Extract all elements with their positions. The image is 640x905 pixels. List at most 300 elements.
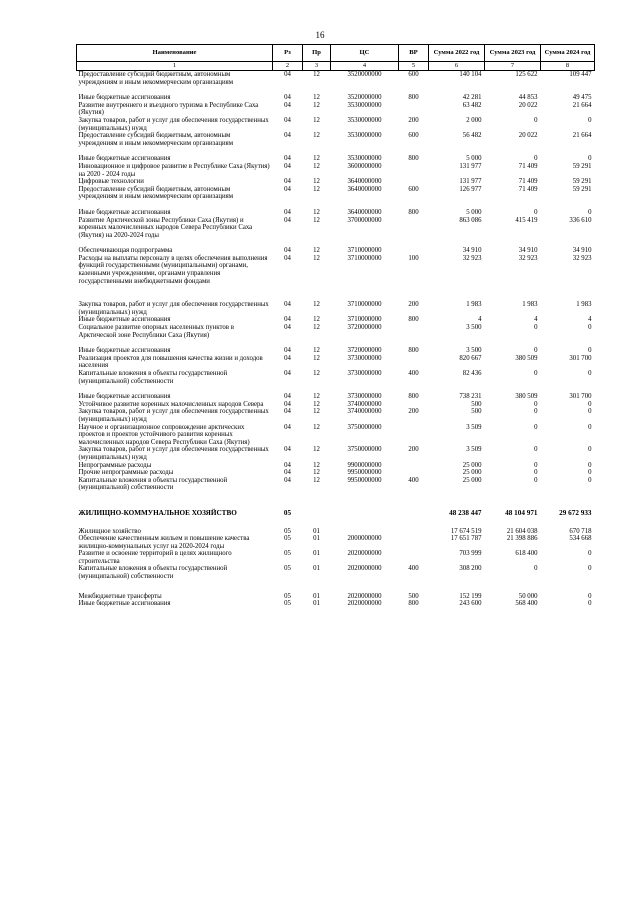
row-sum-2022: 4 [478,316,482,324]
row-vr: 400 [408,565,419,573]
table-row [77,355,595,370]
row-vr: 200 [408,116,419,124]
row-vr: 800 [408,208,419,216]
row-vr: 800 [408,316,419,324]
row-cs: 3710000000 [347,301,382,309]
row-name: Развитие Арктической зоны Республики Саха (Якутия) и коренных малочисленных народов Севера Республики Саха (Якутия) на 2020-2024 годы [78,216,253,239]
row-pr: 12 [313,116,320,124]
table-row [77,393,595,401]
row-cs: 3710000000 [347,247,382,255]
table-header-row [77,45,595,62]
row-vr [399,469,429,477]
row-name: Закупка товаров, работ и услуг для обеспечения государственных (муниципальных) нужд [78,408,269,423]
row-sum-2022: 25 000 [462,461,482,469]
row-name: Иные бюджетные ассигнования [78,155,171,163]
row-name: Обеспечение качественным жильем и повышение качества жилищно-коммунальных услуг на 2020-2024 годы [78,535,250,550]
row-rz: 04 [284,116,291,124]
row-sum-2024: 34 910 [572,247,592,255]
row-cs: 3640000000 [347,185,382,193]
row-name: Капитальные вложения в объекты государственной (муниципальной) собственности [78,476,228,492]
table-row [77,217,595,248]
row-cs: 2000000000 [347,535,382,543]
row-rz: 04 [284,301,291,309]
row-name: Предоставление субсидий бюджетным, автономным учреждениям и иным некоммерческим организациям [78,185,234,201]
row-pr: 12 [313,446,320,454]
row-sum-2023: 125 622 [515,71,538,78]
row-pr [303,506,331,528]
row-sum-2022: 2 000 [466,116,482,124]
row-name: Предоставление субсидий бюджетным, автономным учреждениям и иным некоммерческим организациям [78,132,234,147]
row-cs: 3530000000 [347,101,382,109]
row-vr [399,355,429,370]
row-sum-2023: 0 [534,116,538,124]
row-cs: 3530000000 [347,155,382,163]
row-pr: 12 [313,400,320,408]
row-pr: 12 [313,71,320,78]
row-sum-2024: 0 [588,155,592,163]
row-sum-2024: 534 668 [569,535,592,543]
row-vr: 400 [408,370,419,377]
row-sum-2022: 82 436 [462,370,482,377]
row-cs: 2020000000 [347,550,382,558]
row-sum-2023: 32 923 [518,254,538,262]
table-row [77,178,595,186]
row-sum-2023: 34 910 [518,247,538,255]
column-index: 7 [485,62,541,71]
row-sum-2023: 0 [534,446,538,454]
table-row [77,94,595,102]
row-vr [399,217,429,248]
row-sum-2023: 0 [534,155,538,163]
row-pr: 12 [313,461,320,469]
row-cs: 3710000000 [347,316,382,324]
row-pr: 12 [313,370,320,377]
budget-table [76,44,595,608]
row-pr: 01 [313,592,320,600]
row-sum-2023: 71 409 [518,178,538,186]
table-row [77,209,595,217]
row-sum-2022: 500 [471,400,482,408]
row-sum-2024: 59 291 [572,185,592,193]
row-vr: 500 [408,592,419,600]
row-cs: 9900000000 [347,461,382,469]
row-name: Развитие и освоение территорий в целях жилищного строительства [78,550,232,565]
table-row [77,102,595,117]
row-cs: 3520000000 [347,71,382,78]
row-sum-2022: 5 000 [466,208,482,216]
row-rz: 05 [284,527,291,535]
row-rz: 04 [284,324,291,332]
table-row [77,550,595,565]
row-cs: 3730000000 [347,370,382,377]
row-sum-2024: 670 718 [569,527,592,535]
table-row [77,255,595,301]
row-sum-2024: 4 [588,316,592,324]
row-cs: 3740000000 [347,408,382,416]
row-sum-2022: 131 977 [459,162,482,170]
row-sum-2022: 17 674 519 [450,527,482,535]
table-row [77,408,595,423]
row-vr [399,163,429,178]
row-vr: 800 [408,600,419,608]
row-sum-2024: 0 [588,347,592,355]
row-pr: 12 [313,178,320,186]
row-cs: 3530000000 [347,132,382,140]
row-sum-2022: 17 651 787 [450,535,482,543]
row-sum-2023: 20 022 [518,101,538,109]
row-sum-2023: 20 022 [518,132,538,140]
row-pr: 12 [313,155,320,163]
row-sum-2022: 32 923 [462,254,482,262]
table-row [77,370,595,393]
table-row [77,401,595,409]
row-sum-2023: 380 509 [515,393,538,401]
row-vr [399,462,429,470]
page-number: 16 [315,30,325,40]
table-row [77,535,595,550]
row-cs: 3740000000 [347,400,382,408]
table-row [77,247,595,255]
row-sum-2022: 820 667 [459,354,482,362]
row-sum-2024: 1 983 [576,301,592,309]
row-sum-2023: 44 853 [518,94,538,102]
row-sum-2024: 21 664 [572,132,592,140]
row-sum-2024: 0 [588,461,592,469]
row-sum-2022: 863 086 [459,216,482,224]
row-rz: 05 [283,508,292,517]
row-name: ЖИЛИЩНО-КОММУНАЛЬНОЕ ХОЗЯЙСТВО [78,508,237,517]
table-body [77,71,595,608]
table-row [77,163,595,178]
table-row [77,424,595,447]
row-vr: 200 [408,446,419,454]
row-sum-2024: 0 [588,370,592,377]
row-name: Непрограммные расходы [78,461,152,469]
row-sum-2024: 301 700 [569,393,592,401]
row-cs: 3730000000 [347,354,382,362]
row-rz: 04 [284,254,291,262]
row-rz: 04 [284,178,291,186]
table-row [77,324,595,347]
row-name: Реализация проектов для повышения качества жизни и доходов населения [78,354,263,370]
row-name: Иные бюджетные ассигнования [78,393,171,401]
row-pr: 01 [313,550,320,558]
row-rz: 04 [284,354,291,362]
row-cs: 3750000000 [347,446,382,454]
row-rz: 05 [284,565,291,573]
row-cs: 2020000000 [347,600,382,608]
row-name: Закупка товаров, работ и услуг для обеспечения государственных (муниципальных) нужд [78,116,269,132]
table-row [77,593,595,601]
row-sum-2023: 0 [534,400,538,408]
row-pr: 12 [313,94,320,102]
row-vr [399,178,429,186]
row-name: Закупка товаров, работ и услуг для обеспечения государственных (муниципальных) нужд [78,301,269,316]
row-sum-2023: 4 [534,316,538,324]
row-pr: 12 [313,469,320,477]
row-name: Капитальные вложения в объекты государственной (муниципальной) собственности [78,565,228,581]
row-sum-2024: 0 [588,565,592,573]
row-rz: 04 [284,400,291,408]
row-vr [399,102,429,117]
header-rz: Рз [273,45,303,62]
row-sum-2023: 0 [534,208,538,216]
row-sum-2023: 48 104 971 [505,508,538,517]
row-rz: 04 [284,347,291,355]
row-pr: 01 [313,565,320,573]
row-pr: 12 [313,254,320,262]
row-pr: 12 [313,247,320,255]
row-cs: 3750000000 [347,423,382,431]
row-sum-2022: 1 983 [466,301,482,309]
row-sum-2024: 0 [588,476,592,484]
row-sum-2023: 0 [534,461,538,469]
row-sum-2024: 301 700 [569,354,592,362]
row-sum-2024: 0 [588,400,592,408]
row-pr: 12 [313,324,320,332]
row-pr: 12 [313,208,320,216]
row-rz: 05 [284,550,291,558]
row-rz: 04 [284,247,291,255]
row-rz: 04 [284,101,291,109]
row-sum-2022: 63 482 [462,101,482,109]
row-name: Развитие внутреннего и въездного туризма в Республике Саха (Якутия) [78,101,259,117]
row-name: Устойчивое развитие коренных малочисленных народов Севера [78,400,264,408]
row-rz: 04 [284,393,291,401]
row-cs: 9950000000 [347,469,382,477]
row-pr: 01 [313,535,320,543]
row-sum-2024: 0 [588,550,592,558]
row-pr: 12 [313,216,320,224]
row-sum-2024: 59 291 [572,162,592,170]
row-sum-2024: 0 [588,469,592,477]
row-name: Иные бюджетные ассигнования [78,600,171,608]
row-vr: 200 [408,301,419,309]
row-name: Иные бюджетные ассигнования [78,208,171,216]
row-cs: 3720000000 [347,347,382,355]
row-sum-2023: 1 983 [522,301,538,309]
row-sum-2022: 5 000 [466,155,482,163]
row-name: Прочие непрограммные расходы [78,469,174,477]
column-index: 1 [77,62,273,71]
row-sum-2024: 0 [588,446,592,454]
row-pr: 12 [313,476,320,484]
row-name: Расходы на выплаты персоналу в целях обеспечения выполнения функций государственными (муниципальными) органами, казенными учреждениями, органами управления государственными внебюджетными фондами [78,254,268,285]
row-sum-2022: 126 977 [459,185,482,193]
row-rz: 05 [284,600,291,608]
row-cs [331,506,399,528]
row-rz: 05 [284,592,291,600]
row-rz: 04 [284,469,291,477]
column-index: 6 [429,62,485,71]
row-sum-2023: 0 [534,476,538,484]
row-rz: 04 [284,476,291,484]
row-vr [399,401,429,409]
row-sum-2023: 380 509 [515,354,538,362]
row-pr: 12 [313,347,320,355]
row-sum-2023: 0 [534,347,538,355]
row-rz: 04 [284,461,291,469]
row-name: Инновационное и цифровое развитие в Республике Саха (Якутия) на 2020 - 2024 годы [78,162,270,178]
row-sum-2023: 568 400 [515,600,538,608]
row-sum-2022: 3 500 [466,324,482,332]
header-sum-2022: Сумма 2022 год [429,45,485,62]
row-pr: 12 [313,185,320,193]
row-rz: 04 [284,155,291,163]
row-sum-2022: 25 000 [462,476,482,484]
table-row [77,117,595,132]
row-pr: 12 [313,354,320,362]
row-cs: 3640000000 [347,178,382,186]
column-index: 2 [273,62,303,71]
row-pr: 12 [313,423,320,431]
row-cs: 3520000000 [347,94,382,102]
row-name: Обеспечивающая подпрограмма [78,247,173,255]
table-row [77,186,595,209]
row-vr: 400 [408,476,419,484]
row-pr: 12 [313,316,320,324]
column-index: 4 [331,62,399,71]
row-sum-2022: 243 600 [459,600,482,608]
row-vr: 600 [408,185,419,193]
row-vr [399,535,429,550]
header-pr: Пр [303,45,331,62]
row-sum-2024: 21 664 [572,101,592,109]
row-pr: 12 [313,408,320,416]
row-name: Капитальные вложения в объекты государственной (муниципальной) собственности [78,370,228,385]
row-sum-2024: 59 291 [572,178,592,186]
row-rz: 04 [284,71,291,78]
row-sum-2024: 0 [588,324,592,332]
column-index: 5 [399,62,429,71]
row-cs: 3720000000 [347,324,382,332]
row-vr [399,528,429,536]
table-row [77,71,595,95]
row-cs: 3640000000 [347,208,382,216]
row-cs: 3710000000 [347,254,382,262]
row-rz: 04 [284,370,291,377]
column-index: 8 [541,62,595,71]
row-name: Социальное развитие опорных населенных пунктов в Арктической зоне Республики Саха (Якутия) [78,324,234,339]
row-cs: 3700000000 [347,216,382,224]
row-pr: 01 [313,600,320,608]
row-vr: 200 [408,408,419,416]
row-sum-2023: 21 604 038 [506,527,538,535]
row-pr: 12 [313,162,320,170]
row-vr: 100 [408,254,419,262]
row-cs: 9950000000 [347,476,382,484]
header-sum-2024: Сумма 2024 год [541,45,595,62]
table-row [77,462,595,470]
row-vr: 800 [408,393,419,401]
row-sum-2022: 131 977 [459,178,482,186]
row-sum-2023: 0 [534,408,538,416]
row-vr: 800 [408,94,419,102]
row-sum-2022: 34 910 [462,247,482,255]
row-sum-2023: 0 [534,423,538,431]
row-cs: 3530000000 [347,116,382,124]
row-vr [399,247,429,255]
row-sum-2024: 0 [588,116,592,124]
row-sum-2022: 3 509 [466,446,482,454]
row-sum-2022: 42 281 [462,94,482,102]
row-name: Иные бюджетные ассигнования [78,316,171,324]
column-index-row [77,62,595,71]
row-sum-2024: 0 [588,592,592,600]
row-sum-2023: 50 000 [518,592,538,600]
row-sum-2024: 32 923 [572,254,592,262]
row-name: Предоставление субсидий бюджетным, автономным учреждениям и иным некоммерческим организациям [78,71,234,86]
row-sum-2022: 738 231 [459,393,482,401]
row-vr [399,324,429,347]
row-name: Иные бюджетные ассигнования [78,347,171,355]
row-sum-2024: 49 475 [572,94,592,102]
header-vr: ВР [399,45,429,62]
table-row [77,565,595,592]
row-name: Жилищное хозяйство [78,527,141,535]
header-name: Наименование [77,45,273,62]
table-row [77,347,595,355]
row-cs: 3600000000 [347,162,382,170]
table-row [77,132,595,155]
row-vr [399,550,429,565]
table-row [77,528,595,536]
row-sum-2022: 56 482 [462,132,482,140]
row-sum-2024: 0 [588,408,592,416]
row-cs: 2020000000 [347,592,382,600]
row-sum-2024: 0 [588,600,592,608]
row-vr: 800 [408,155,419,163]
row-sum-2024: 336 610 [569,216,592,224]
row-rz: 04 [284,132,291,140]
table-row [77,469,595,477]
row-sum-2024: 0 [588,423,592,431]
row-sum-2023: 618 400 [515,550,538,558]
row-sum-2024: 109 447 [569,71,592,78]
row-cs: 3730000000 [347,393,382,401]
table-row [77,316,595,324]
row-rz: 04 [284,216,291,224]
section-row [77,506,595,528]
row-rz: 04 [284,423,291,431]
row-vr [399,506,429,528]
row-name: Закупка товаров, работ и услуг для обеспечения государственных (муниципальных) нужд [78,446,269,461]
row-pr: 12 [313,132,320,140]
row-rz: 04 [284,208,291,216]
row-sum-2023: 71 409 [518,162,538,170]
row-cs [331,528,399,536]
row-vr: 600 [408,71,419,78]
header-cs: ЦС [331,45,399,62]
row-rz: 04 [284,316,291,324]
row-name: Иные бюджетные ассигнования [78,94,171,102]
row-sum-2023: 415 419 [515,216,538,224]
row-rz: 04 [284,94,291,102]
row-pr: 12 [313,301,320,309]
row-sum-2024: 29 672 933 [559,508,592,517]
table-row [77,477,595,506]
row-name: Межбюджетные трансферты [78,592,162,600]
row-sum-2022: 48 238 447 [449,508,482,517]
table-row [77,155,595,163]
row-vr: 800 [408,347,419,355]
row-pr: 12 [313,393,320,401]
row-sum-2022: 308 200 [459,565,482,573]
row-sum-2022: 152 199 [459,592,482,600]
row-sum-2022: 3 509 [466,423,482,431]
row-rz: 04 [284,185,291,193]
row-sum-2023: 71 409 [518,185,538,193]
